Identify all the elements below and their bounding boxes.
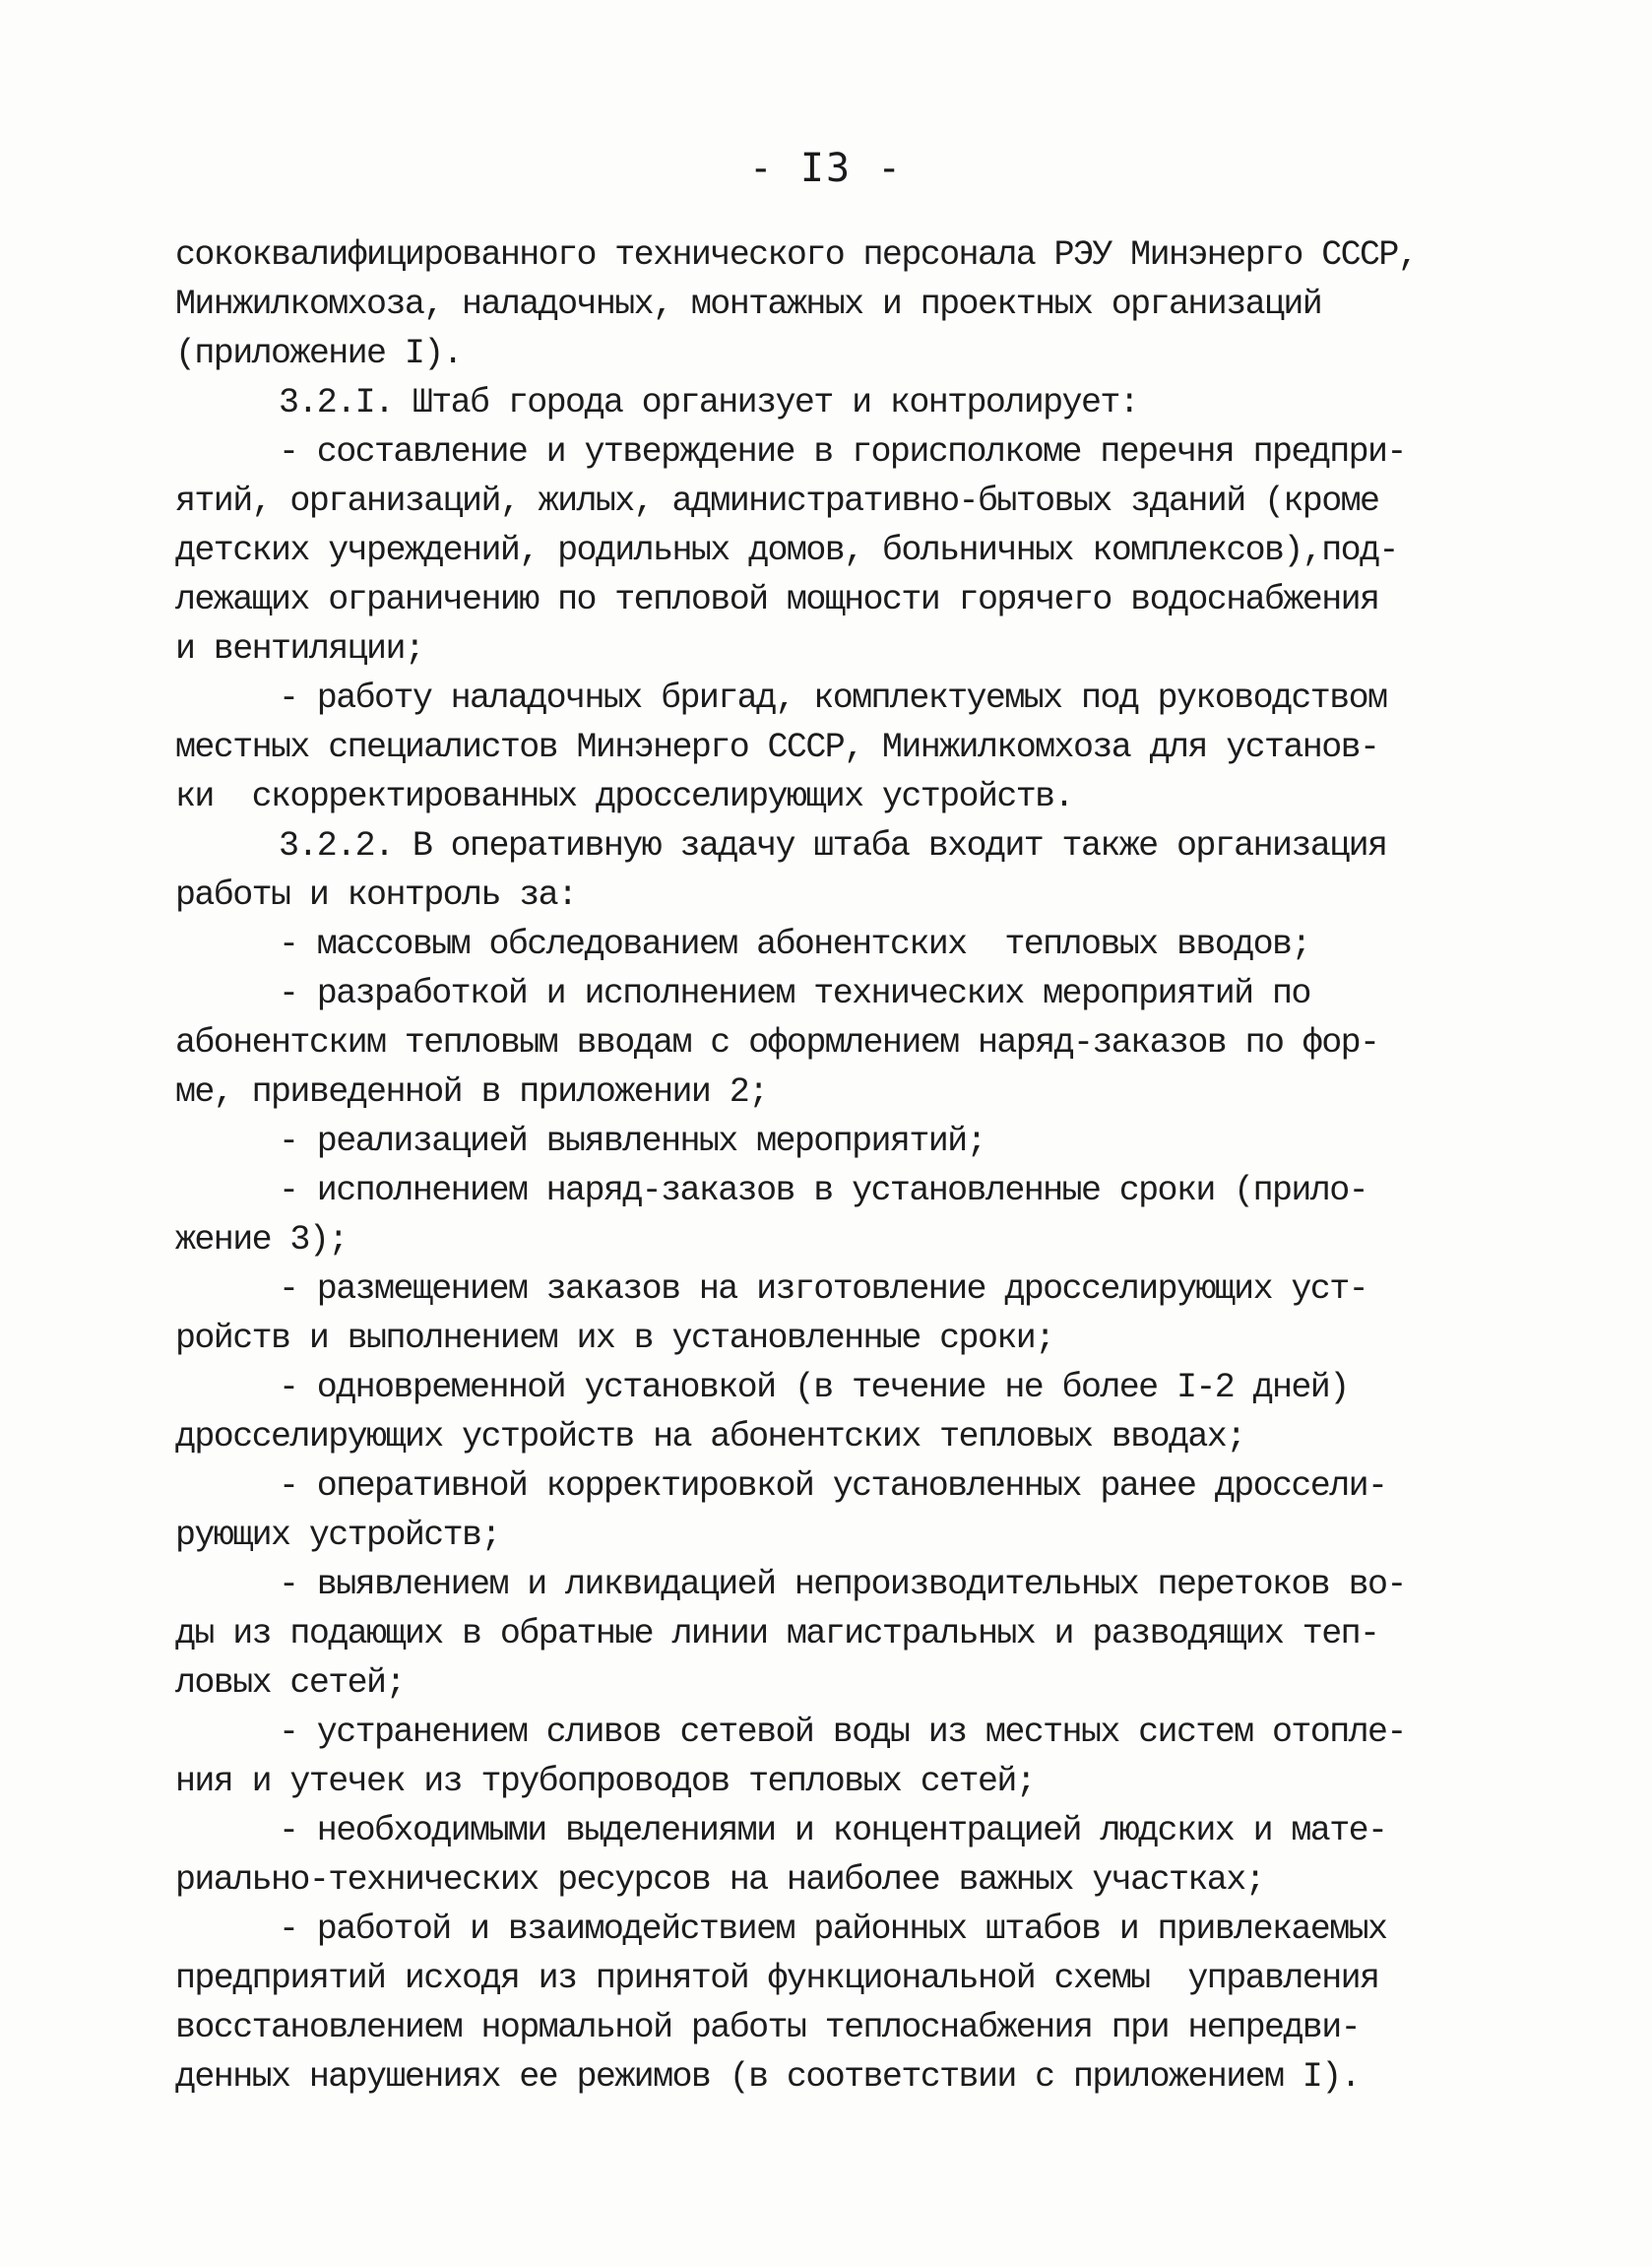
text-line: ки скорректированных дросселирующих устройств. <box>175 777 1073 816</box>
section-heading-3-2-2: 3.2.2. В оперативную задачу штаба входит также организация <box>279 826 1387 866</box>
body-text <box>175 230 1485 2102</box>
text-line: (приложение I). <box>175 334 463 373</box>
text-line: лежащих ограничению по тепловой мощности горячего водоснабжения <box>175 580 1379 619</box>
text-line: рующих устройств; <box>175 1516 500 1555</box>
text-line: Минжилкомхоза, наладочных, монтажных и проектных организаций <box>175 285 1322 324</box>
text-line: риально-технических ресурсов на наиболее важных участках; <box>175 1860 1264 1900</box>
list-item: - разработкой и исполнением технических мероприятий по <box>279 974 1310 1013</box>
text-line: и вентиляции; <box>175 629 424 669</box>
text-line: местных специалистов Минэнерго СССР, Минжилкомхоза для установ- <box>175 728 1379 767</box>
text-line: ме, приведенной в приложении 2; <box>175 1072 768 1112</box>
list-item: - составление и утверждение в горисполкоме перечня предпри- <box>279 432 1406 472</box>
text-line: ловых сетей; <box>175 1663 405 1703</box>
list-item: - устранением сливов сетевой воды из местных систем отопле- <box>279 1713 1406 1752</box>
list-item: - необходимыми выделениями и концентрацией людских и мате- <box>279 1811 1387 1850</box>
list-item: - реализацией выявленных мероприятий; <box>279 1122 985 1161</box>
text-line: ды из подающих в обратные линии магистральных и разводящих теп- <box>175 1614 1379 1653</box>
text-line: предприятий исходя из принятой функциональной схемы управления <box>175 1959 1379 1998</box>
text-line: сококвалифицированного технического персонала РЭУ Минэнерго СССР, <box>175 235 1418 275</box>
list-item: - размещением заказов на изготовление дросселирующих уст- <box>279 1269 1367 1309</box>
text-line: денных нарушениях ее режимов (в соответствии с приложением I). <box>175 2057 1361 2097</box>
page-number: - I3 - <box>748 146 904 191</box>
list-item: - выявлением и ликвидацией непроизводительных перетоков во- <box>279 1565 1406 1604</box>
text-line: жение 3); <box>175 1220 348 1260</box>
list-item: - исполнением наряд-заказов в установленные сроки (прило- <box>279 1171 1367 1210</box>
text-line: дросселирующих устройств на абонентских тепловых вводах; <box>175 1417 1245 1457</box>
list-item: - работой и взаимодействием районных штабов и привлекаемых <box>279 1910 1387 1949</box>
list-item: - одновременной установкой (в течение не более I-2 дней) <box>279 1368 1349 1407</box>
text-line: работы и контроль за: <box>175 875 577 915</box>
text-line: абонентским тепловым вводам с оформлением наряд-заказов по фор- <box>175 1023 1379 1063</box>
section-heading-3-2-1: 3.2.I. Штаб города организует и контролирует: <box>279 383 1139 422</box>
text-line: восстановлением нормальной работы теплоснабжения при непредви- <box>175 2008 1361 2047</box>
text-line: ятий, организаций, жилых, административно-бытовых зданий (кроме <box>175 482 1379 521</box>
list-item: - оперативной корректировкой установленных ранее дроссели- <box>279 1466 1387 1506</box>
text-line: ройств и выполнением их в установленные сроки; <box>175 1319 1054 1358</box>
list-item: - работу наладочных бригад, комплектуемых под руководством <box>279 679 1387 718</box>
list-item: - массовым обследованием абонентских тепловых вводов; <box>279 925 1310 964</box>
text-line: детских учреждений, родильных домов, больничных комплексов),под- <box>175 531 1398 570</box>
text-line: ния и утечек из трубопроводов тепловых сетей; <box>175 1762 1036 1801</box>
